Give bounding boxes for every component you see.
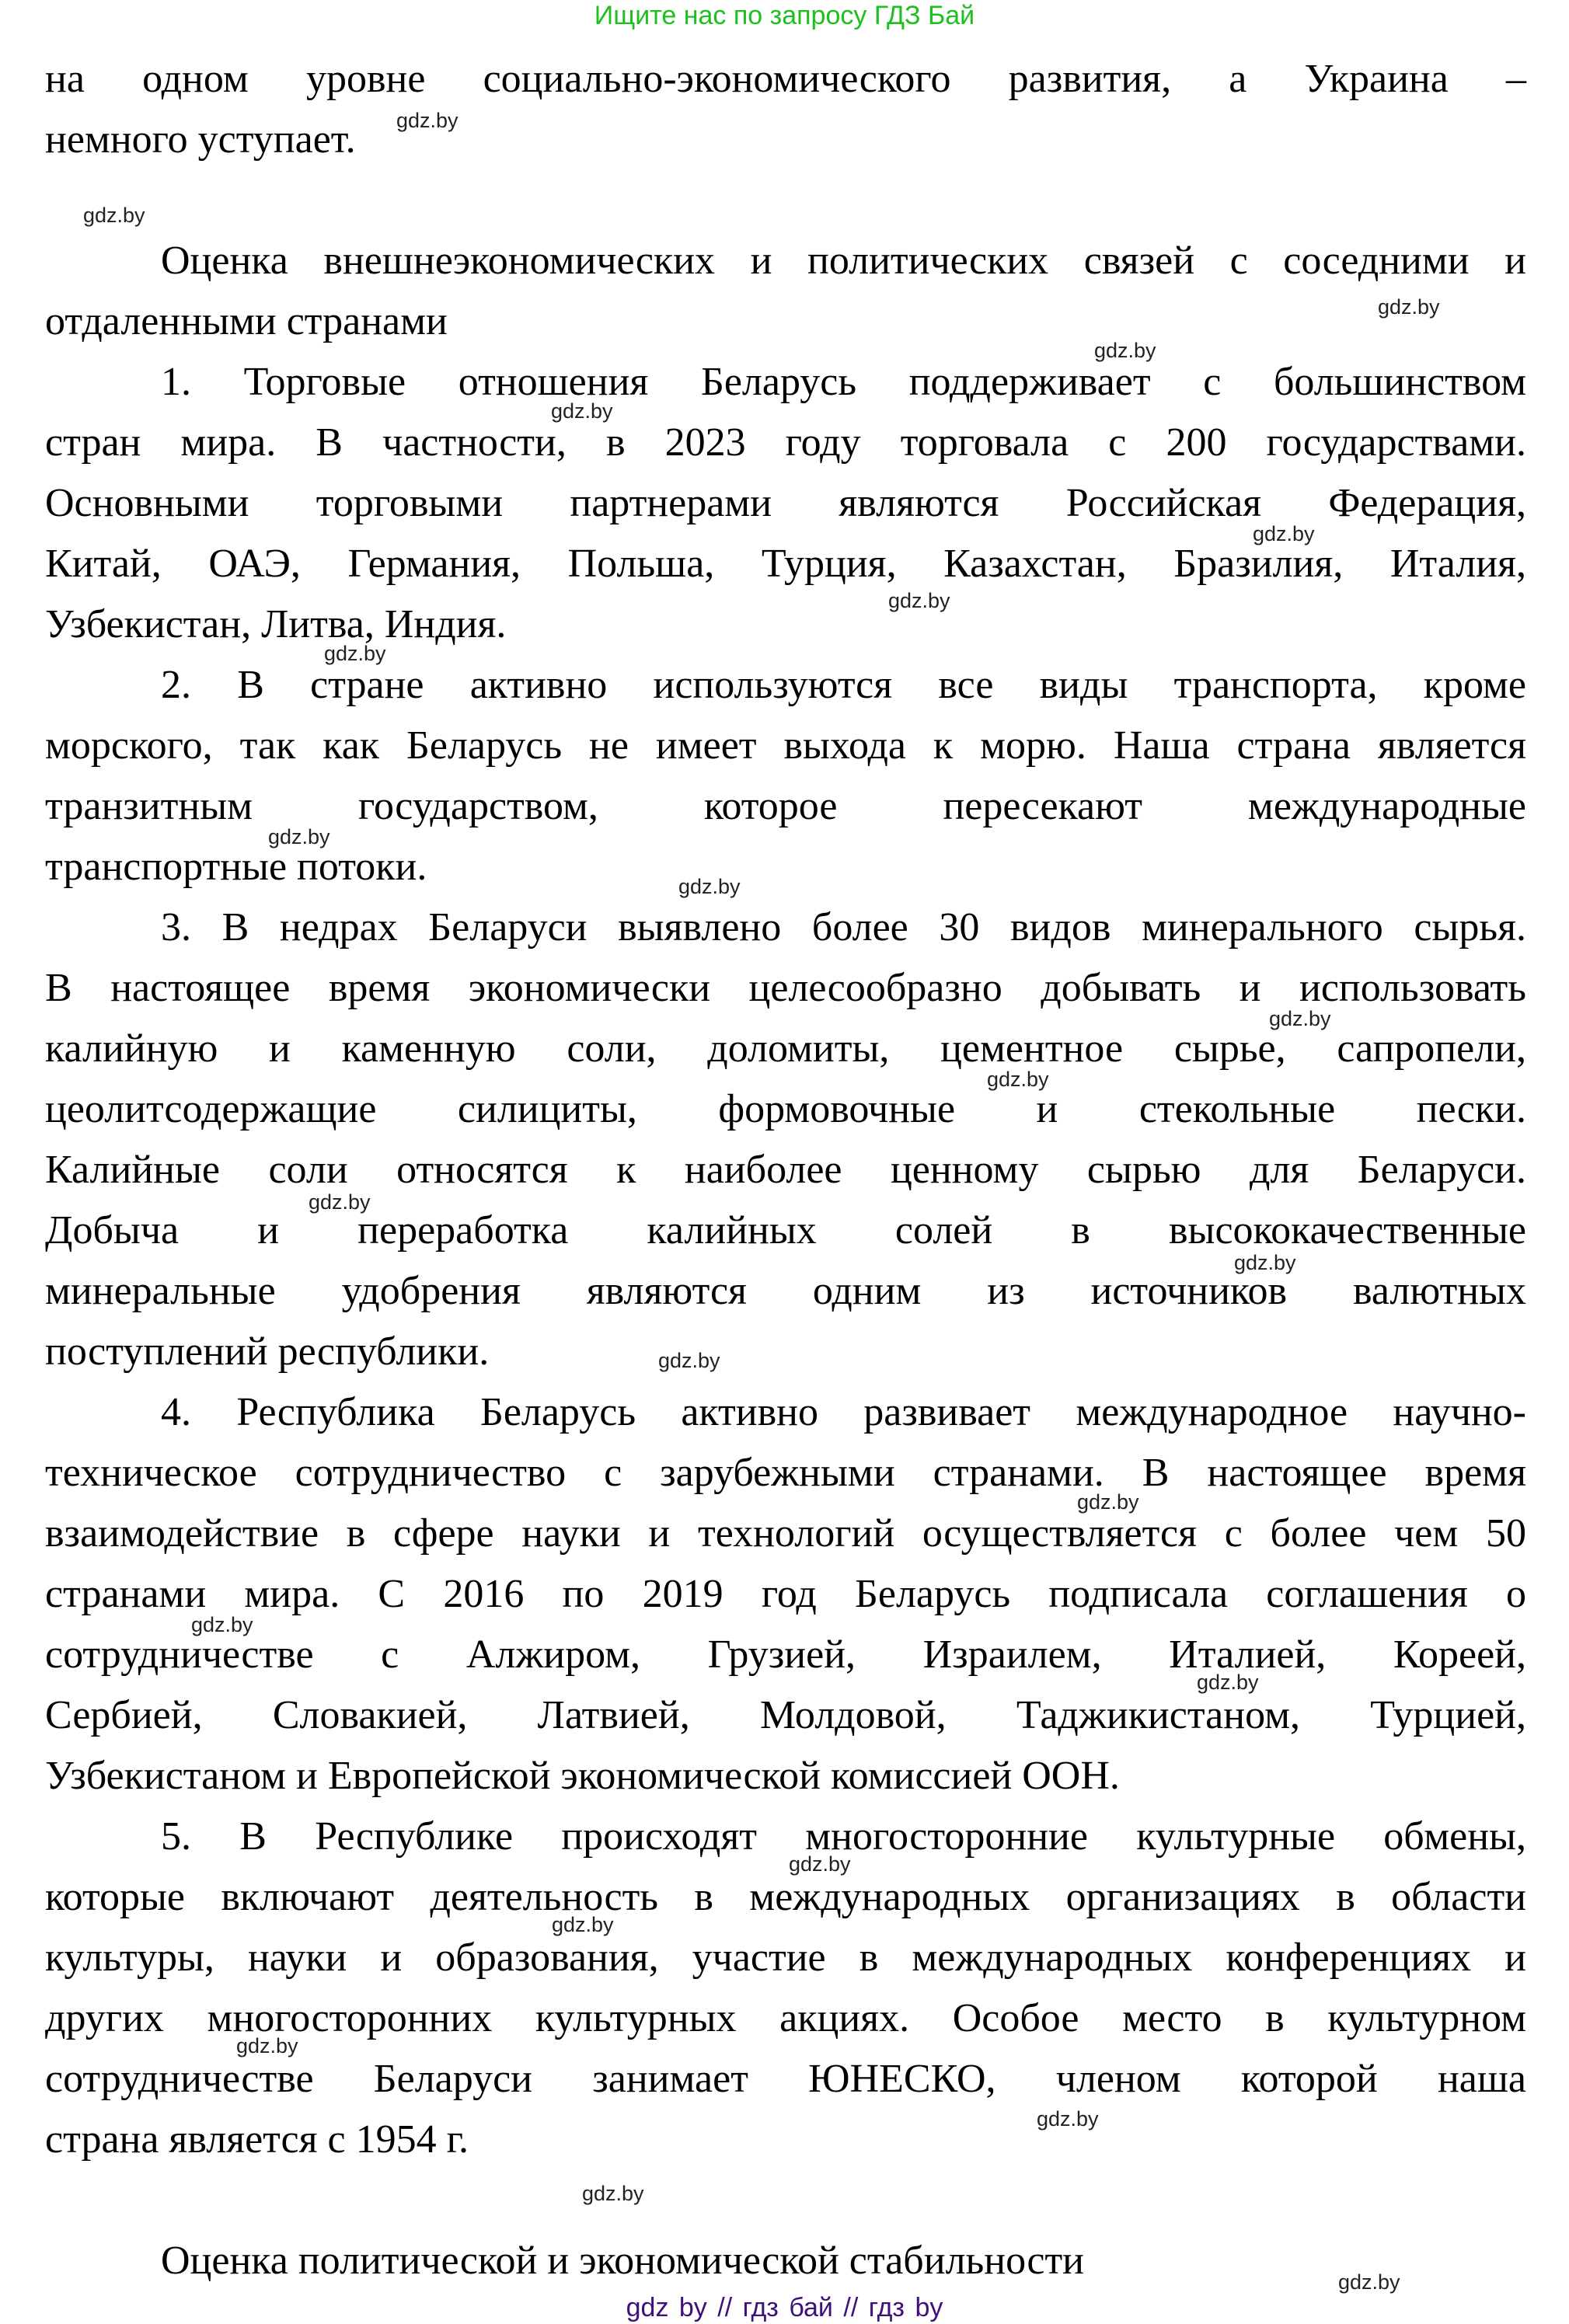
paragraph-5-line: культуры, науки и образования, участие в международных конференциях и [45,1936,1526,1980]
paragraph-2-line: транзитным государством, которое пересекают международные [45,784,1526,828]
watermark: gdz.by [552,1913,614,1936]
paragraph-1-line: 1. Торговые отношения Беларусь поддерживает с большинством [161,360,1526,404]
paragraph-4-line: Узбекистаном и Европейской экономической комиссией ООН. [45,1754,1120,1798]
paragraph-1-line: Узбекистан, Литва, Индия. [45,602,507,646]
paragraph-1-line: стран мира. В частности, в 2023 году торговала с 200 государствами. [45,420,1526,465]
paragraph-3-line: В настоящее время экономически целесообразно добывать и использовать [45,966,1526,1010]
paragraph-4-line: сотрудничестве с Алжиром, Грузией, Израилем, Италией, Кореей, [45,1632,1526,1677]
paragraph-5-line: страна является с 1954 г. [45,2117,469,2162]
paragraph-1-line: Китай, ОАЭ, Германия, Польша, Турция, Казахстан, Бразилия, Италия, [45,542,1526,586]
watermark: gdz.by [396,109,458,132]
watermark: gdz.by [1234,1251,1296,1274]
paragraph-2-line: 2. В стране активно используются все виды транспорта, кроме [161,663,1526,707]
paragraph-5-line: которые включают деятельность в международных организациях в области [45,1875,1526,1919]
watermark: gdz.by [1094,339,1156,362]
paragraph-5-line: сотрудничестве Беларуси занимает ЮНЕСКО, членом которой наша [45,2057,1526,2101]
paragraph-4-line: странами мира. С 2016 по 2019 год Беларусь подписала соглашения о [45,1572,1526,1616]
paragraph-3-line: цеолитсодержащие силициты, формовочные и стекольные пески. [45,1087,1526,1131]
watermark: gdz.by [1253,522,1315,545]
watermark: gdz.by [324,642,386,665]
paragraph-4-line: Сербией, Словакией, Латвией, Молдовой, Таджикистаном, Турцией, [45,1693,1526,1737]
watermark: gdz.by [191,1613,253,1636]
watermark: gdz.by [1378,295,1440,319]
paragraph-3-line: минеральные удобрения являются одним из источников валютных [45,1269,1526,1313]
section-heading-foreign-relations-line-1: Оценка внешнеэкономических и политических связей с соседними и [161,239,1526,283]
paragraph-3-line: Калийные соли относятся к наиболее ценному сырью для Беларуси. [45,1148,1526,1192]
watermark: gdz.by [1197,1671,1259,1694]
watermark: gdz.by [1037,2107,1099,2131]
watermark: gdz.by [83,204,145,227]
watermark: gdz.by [551,399,613,423]
paragraph-1-line: Основными торговыми партнерами являются Российская Федерация, [45,481,1526,525]
paragraph-5-line: 5. В Республике происходят многосторонние культурные обмены, [161,1814,1526,1859]
watermark: gdz.by [1269,1007,1331,1030]
section-heading-stability: Оценка политической и экономической стабильности [161,2239,1085,2283]
paragraph-4-line: 4. Республика Беларусь активно развивает международное научно- [161,1390,1526,1434]
intro-line-1: на одном уровне социально-экономического развития, а Украина – [45,57,1526,101]
watermark: gdz.by [1077,1490,1139,1514]
paragraph-3-line: Добыча и переработка калийных солей в высококачественные [45,1208,1526,1253]
paragraph-3-line: 3. В недрах Беларуси выявлено более 30 видов минерального сырья. [161,905,1526,949]
footer-site-banner: gdz by // гдз бай // гдз by [626,2293,943,2322]
paragraph-5-line: других многосторонних культурных акциях. Особое место в культурном [45,1996,1526,2040]
watermark: gdz.by [582,2182,644,2205]
paragraph-2-line: транспортные потоки. [45,845,427,889]
watermark: gdz.by [236,2034,298,2057]
paragraph-4-line: взаимодействие в сфере науки и технологий осуществляется с более чем 50 [45,1511,1526,1556]
watermark: gdz.by [987,1068,1049,1091]
top-search-banner: Ищите нас по запросу ГДЗ Бай [594,1,975,30]
watermark: gdz.by [309,1190,371,1214]
watermark: gdz.by [789,1852,851,1876]
paragraph-3-line: калийную и каменную соли, доломиты, цементное сырье, сапропели, [45,1026,1526,1071]
watermark: gdz.by [678,875,741,898]
paragraph-3-line: поступлений республики. [45,1329,490,1374]
paragraph-2-line: морского, так как Беларусь не имеет выхода к морю. Наша страна является [45,723,1526,768]
watermark: gdz.by [658,1349,720,1372]
watermark: gdz.by [888,589,950,612]
watermark: gdz.by [1338,2270,1400,2294]
watermark: gdz.by [268,825,330,848]
paragraph-4-line: техническое сотрудничество с зарубежными странами. В настоящее время [45,1451,1526,1495]
section-heading-foreign-relations-line-2: отдаленными странами [45,299,448,343]
intro-line-2: немного уступает. [45,117,356,162]
